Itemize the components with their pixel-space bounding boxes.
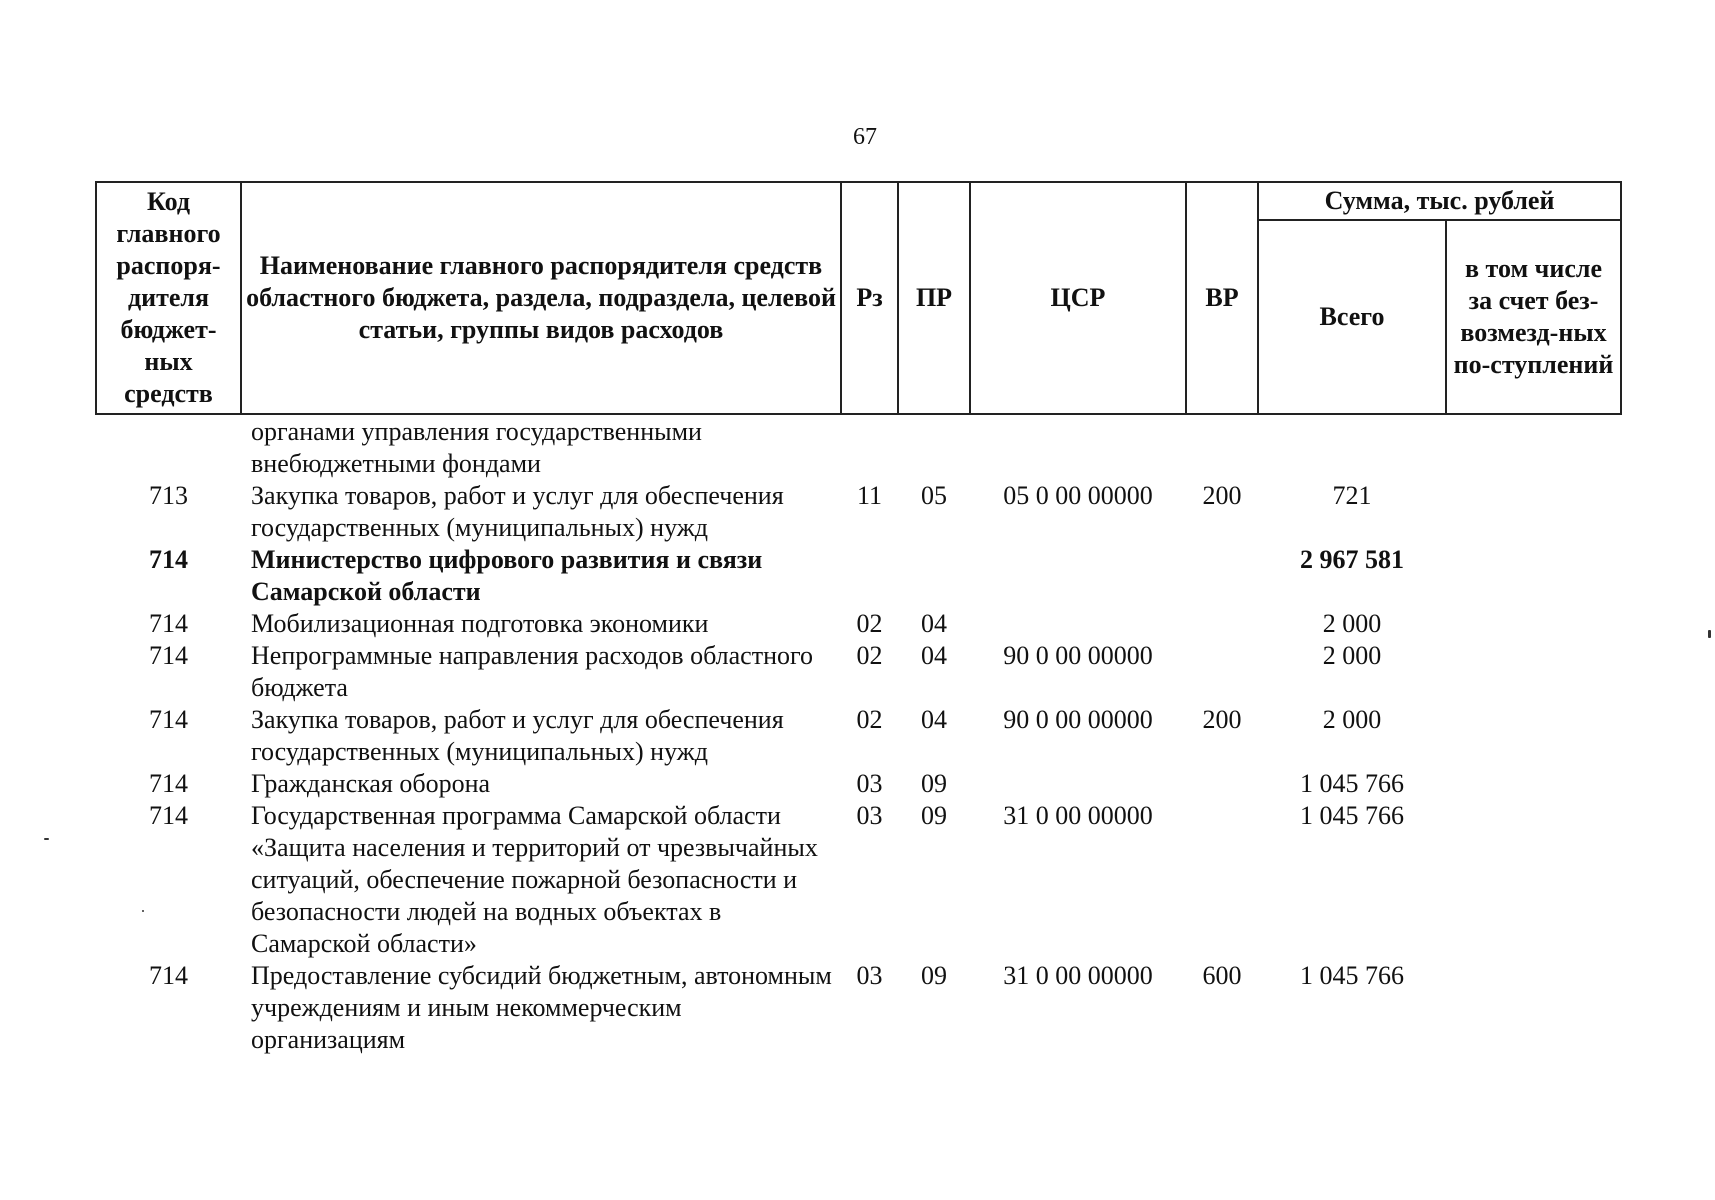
row-vr: [1186, 608, 1258, 640]
row-pr: 05: [921, 481, 947, 510]
row-pr: [898, 544, 970, 608]
row-pr: 04: [921, 641, 947, 670]
row-total: 2 000: [1322, 705, 1382, 734]
row-vr: 200: [1202, 481, 1242, 510]
row-rz: 03: [856, 801, 883, 830]
row-incl: [1446, 704, 1621, 768]
row-vr: [1186, 640, 1258, 704]
row-rz: 03: [856, 961, 883, 990]
row-total: 721: [1332, 481, 1372, 510]
row-code: 714: [149, 545, 188, 574]
row-rz: 11: [856, 481, 883, 510]
header-code: Код главного распоря-дителя бюджет-ных средств: [96, 182, 241, 414]
table-row: [96, 768, 1621, 800]
row-total: [1258, 414, 1446, 480]
row-code: 714: [149, 769, 188, 798]
row-code: 713: [149, 481, 188, 510]
table-row: [96, 480, 1621, 544]
row-csr: 90 0 00 00000: [1003, 705, 1153, 734]
row-code: 714: [149, 641, 188, 670]
scan-speck: [142, 910, 144, 912]
row-vr: [1186, 414, 1258, 480]
header-rz: Рз: [841, 182, 898, 414]
row-csr: [970, 608, 1186, 640]
row-incl: [1446, 640, 1621, 704]
row-name: органами управления государственными внебюджетными фондами: [251, 417, 702, 478]
row-csr: 90 0 00 00000: [1003, 641, 1153, 670]
header-incl: в том числе за счет без-возмезд-ных по-ступлений: [1446, 220, 1621, 414]
row-name: Предоставление субсидий бюджетным, автономным учреждениям и иным некоммерческим организациям: [251, 961, 832, 1054]
row-csr: [970, 544, 1186, 608]
table-body: [96, 414, 1621, 1056]
row-pr: 04: [921, 609, 947, 638]
row-name: Непрограммные направления расходов областного бюджета: [251, 641, 813, 702]
row-pr: 04: [921, 705, 947, 734]
row-vr: 200: [1202, 705, 1242, 734]
page-number: 67: [853, 124, 877, 150]
row-csr: 05 0 00 00000: [1003, 481, 1153, 510]
header-csr: ЦСР: [970, 182, 1186, 414]
row-rz: [841, 414, 898, 480]
row-name: Мобилизационная подготовка экономики: [251, 609, 709, 638]
table-header: [96, 182, 1621, 414]
row-csr: [970, 414, 1186, 480]
row-total: 1 045 766: [1300, 961, 1404, 990]
row-name: Министерство цифрового развития и связи Самарской области: [251, 545, 763, 606]
budget-table: [95, 181, 1622, 1056]
row-pr: 09: [921, 961, 947, 990]
row-code: 714: [149, 961, 188, 990]
row-incl: [1446, 480, 1621, 544]
row-rz: 02: [856, 705, 883, 734]
row-incl: [1446, 608, 1621, 640]
row-vr: 600: [1202, 961, 1242, 990]
table-row: [96, 608, 1621, 640]
row-pr: [898, 414, 970, 480]
row-code: 714: [149, 801, 188, 830]
row-name: Государственная программа Самарской области «Защита населения и территорий от чрезвычайных ситуаций, обеспечение пожарной безопасности и безопасности людей на водных объектах в Самарской области»: [251, 801, 818, 958]
table-row: [96, 800, 1621, 960]
row-incl: [1446, 800, 1621, 960]
row-incl: [1446, 414, 1621, 480]
row-rz: 02: [856, 641, 883, 670]
row-csr: 31 0 00 00000: [1003, 961, 1153, 990]
row-total: 2 000: [1322, 641, 1382, 670]
row-pr: 09: [921, 769, 947, 798]
row-name: Гражданская оборона: [251, 769, 491, 798]
row-vr: [1186, 544, 1258, 608]
table-row: [96, 704, 1621, 768]
table-row: [96, 640, 1621, 704]
table-row: [96, 544, 1621, 608]
row-csr: 31 0 00 00000: [1003, 801, 1153, 830]
row-total: 2 000: [1322, 609, 1382, 638]
row-rz: 02: [856, 609, 883, 638]
row-name: Закупка товаров, работ и услуг для обеспечения государственных (муниципальных) нужд: [251, 705, 784, 766]
row-incl: [1446, 768, 1621, 800]
row-total: 1 045 766: [1300, 769, 1404, 798]
row-name: Закупка товаров, работ и услуг для обеспечения государственных (муниципальных) нужд: [251, 481, 784, 542]
row-incl: [1446, 960, 1621, 1056]
table-row: [96, 960, 1621, 1056]
row-total: 2 967 581: [1300, 545, 1404, 574]
row-incl: [1446, 544, 1621, 608]
header-vr: ВР: [1186, 182, 1258, 414]
row-code: 714: [149, 705, 188, 734]
row-rz: [841, 544, 898, 608]
header-total: Всего: [1258, 220, 1446, 414]
row-csr: [970, 768, 1186, 800]
row-pr: 09: [921, 801, 947, 830]
row-code: [96, 414, 241, 480]
row-vr: [1186, 800, 1258, 960]
scan-speck: [44, 838, 49, 840]
table-row: [96, 414, 1621, 480]
header-pr: ПР: [898, 182, 970, 414]
header-name: Наименование главного распорядителя средств областного бюджета, раздела, подраздела, целевой статьи, группы видов расходов: [241, 182, 841, 414]
row-code: 714: [149, 609, 188, 638]
header-sum: Сумма, тыс. рублей: [1258, 182, 1621, 220]
row-vr: [1186, 768, 1258, 800]
scan-speck: [1708, 630, 1711, 638]
row-rz: 03: [856, 769, 883, 798]
row-total: 1 045 766: [1300, 801, 1404, 830]
